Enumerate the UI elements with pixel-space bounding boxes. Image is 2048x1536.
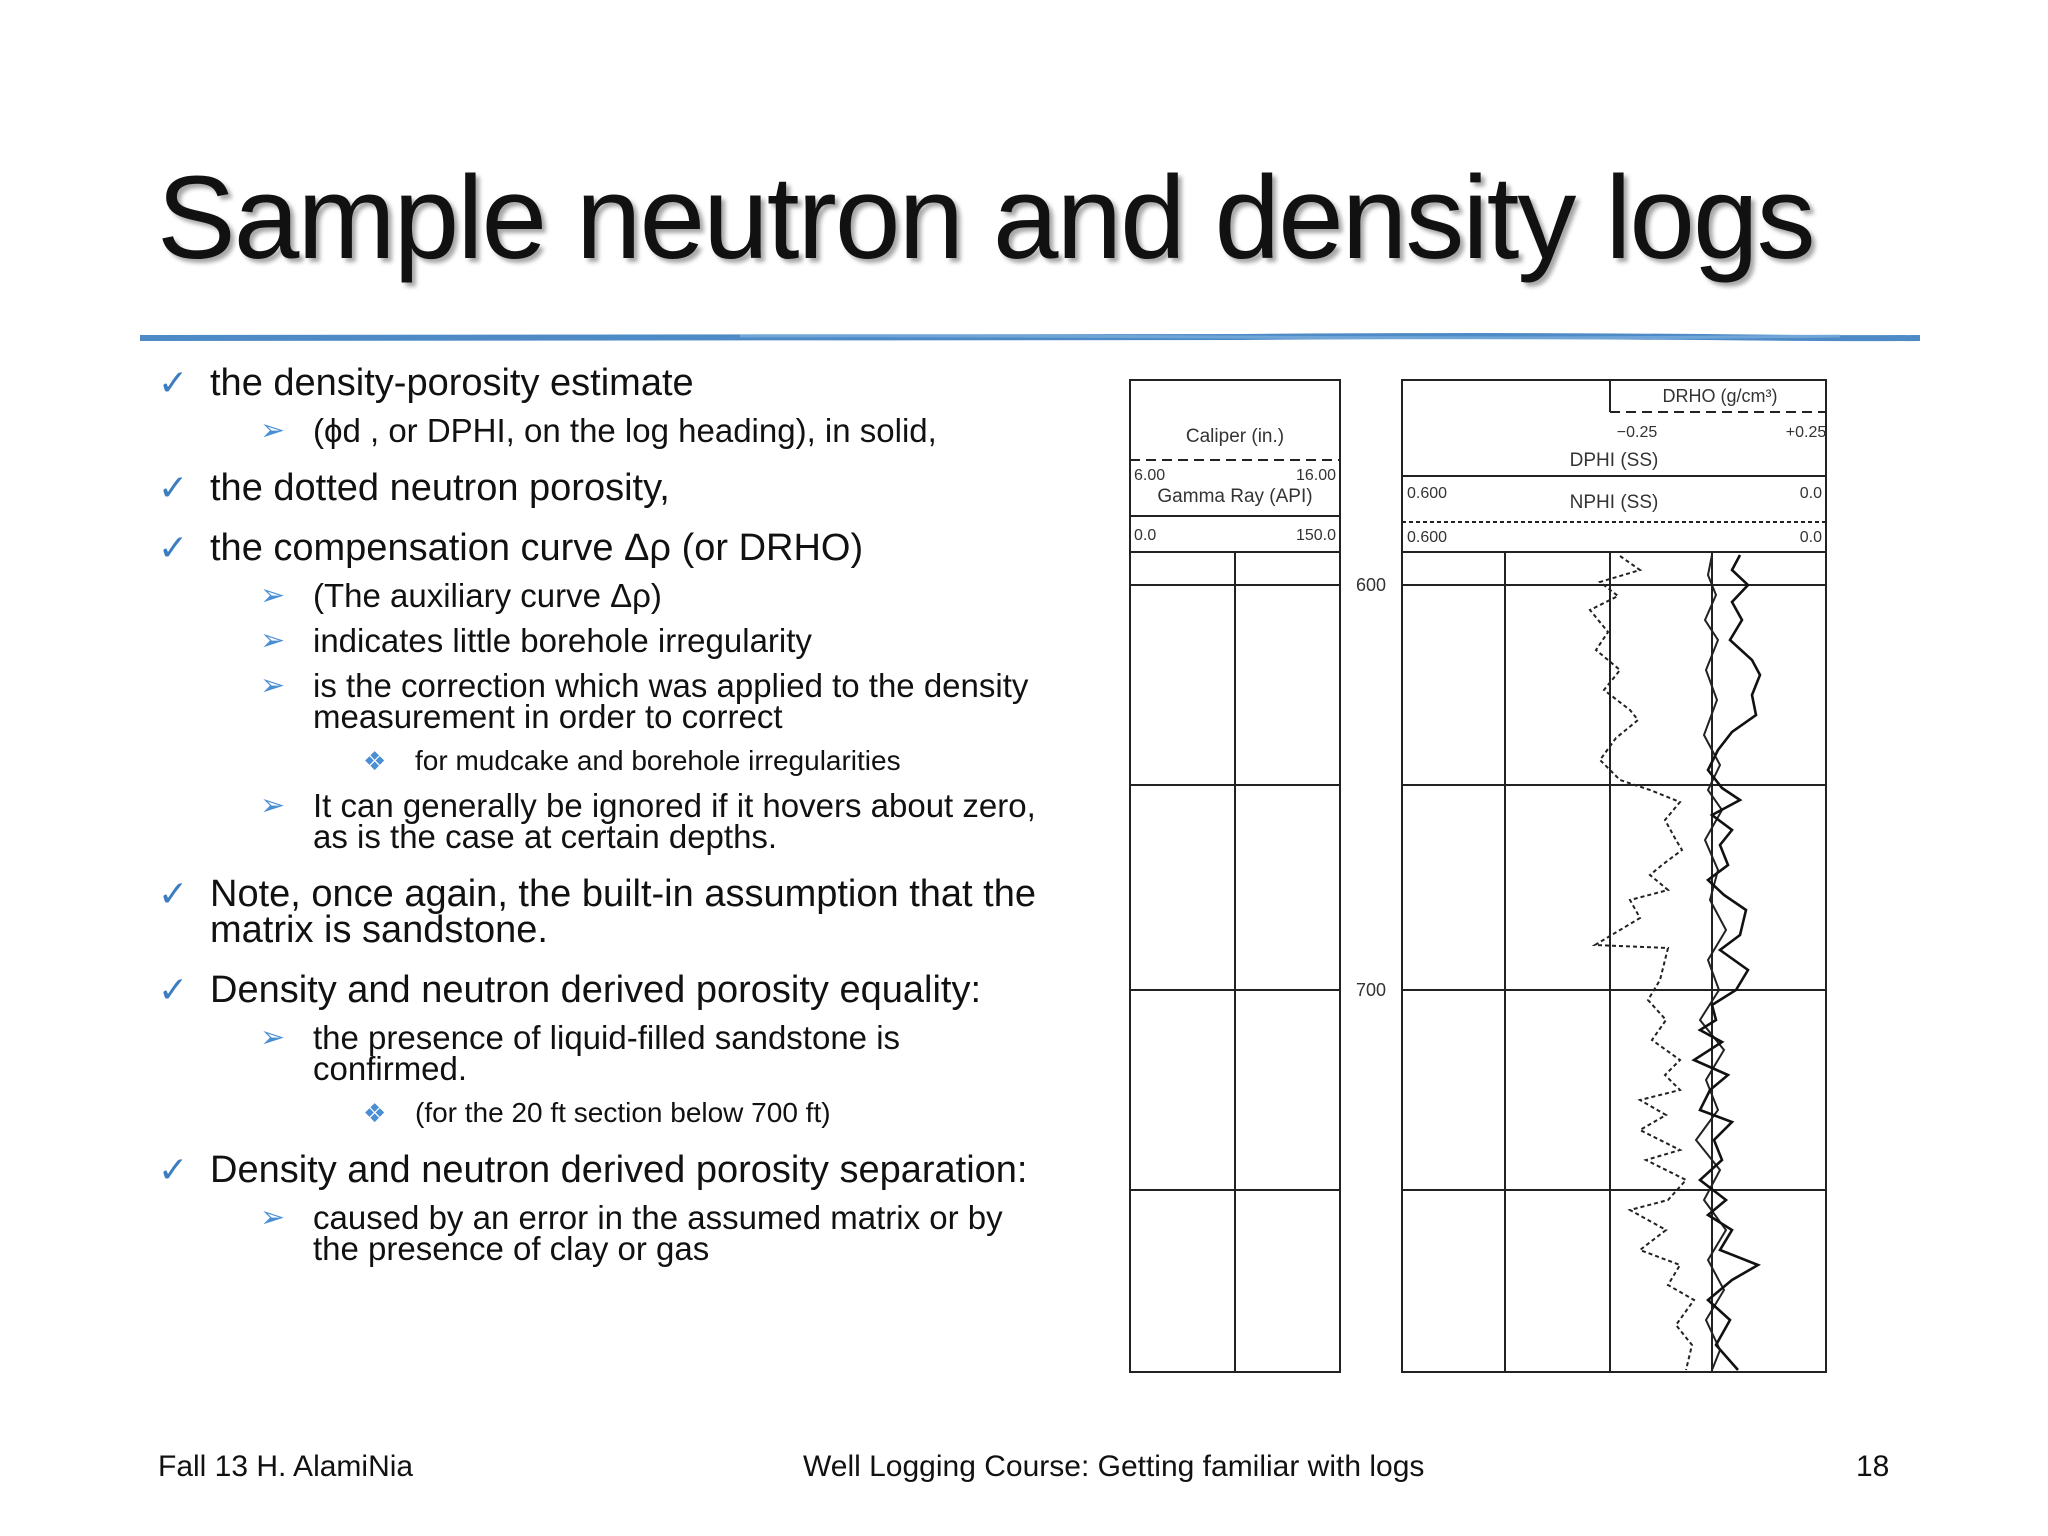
check-icon: ✓ <box>158 362 189 403</box>
caliper-max: 16.00 <box>1295 467 1336 484</box>
title-divider <box>140 330 1920 346</box>
dphi-right-scale: 0.0 <box>1799 485 1822 502</box>
footer-left: Fall 13 H. AlamiNia <box>158 1450 414 1483</box>
depth-label-700: 700 <box>1355 980 1387 1000</box>
nphi-left-scale: 0.600 <box>1407 529 1448 546</box>
check-icon: ✓ <box>158 467 189 508</box>
bullet-item: ❖ (for the 20 ft section below 700 ft) <box>363 1097 831 1128</box>
bullet-item: ➢ is the correction which was applied to the density measurement in order to correct <box>260 667 1029 735</box>
check-icon: ✓ <box>158 1149 189 1190</box>
bullet-item: ✓ Density and neutron derived porosity equality: <box>158 969 982 1011</box>
arrow-icon: ➢ <box>260 1021 286 1054</box>
bullet-list <box>150 362 1050 1278</box>
dphi-label: DPHI (SS) <box>1569 450 1659 471</box>
nphi-label: NPHI (SS) <box>1569 492 1659 513</box>
gamma-ray-min: 0.0 <box>1134 527 1157 544</box>
bullet-item: ➢ (ϕd , or DPHI, on the log heading), in solid, <box>260 412 937 449</box>
gamma-ray-label: Gamma Ray (API) <box>1157 486 1313 507</box>
arrow-icon: ➢ <box>260 1201 286 1234</box>
drho-max: +0.25 <box>1785 424 1827 441</box>
diamond-icon: ❖ <box>363 1098 387 1128</box>
arrow-icon: ➢ <box>260 789 286 822</box>
arrow-icon: ➢ <box>260 669 286 702</box>
drho-min: −0.25 <box>1616 424 1658 441</box>
arrow-icon: ➢ <box>260 624 286 657</box>
well-log-figure <box>1120 370 1840 1380</box>
depth-label-600: 600 <box>1355 575 1387 595</box>
bullet-item: ➢ indicates little borehole irregularity <box>260 622 812 659</box>
arrow-icon: ➢ <box>260 414 286 447</box>
gamma-ray-max: 150.0 <box>1295 527 1336 544</box>
bullet-item: ✓ the compensation curve Δρ (or DRHO) <box>158 527 864 569</box>
dphi-left-scale: 0.600 <box>1407 485 1448 502</box>
check-icon: ✓ <box>158 969 189 1010</box>
footer-center: Well Logging Course: Getting familiar with logs <box>803 1450 1425 1483</box>
dphi-curve <box>1694 555 1760 1370</box>
check-icon: ✓ <box>158 527 189 568</box>
nphi-curve <box>1590 556 1694 1370</box>
bullet-item: ✓ the density-porosity estimate <box>158 362 694 404</box>
bullet-item: ✓ the dotted neutron porosity, <box>158 467 670 509</box>
slide-title: Sample neutron and density logs <box>157 152 1814 284</box>
bullet-item: ➢ caused by an error in the assumed matrix or by the presence of clay or gas <box>260 1199 1003 1267</box>
bullet-item: ➢ (The auxiliary curve Δρ) <box>260 577 662 614</box>
nphi-right-scale: 0.0 <box>1799 529 1822 546</box>
arrow-icon: ➢ <box>260 579 286 612</box>
caliper-label: Caliper (in.) <box>1185 426 1285 447</box>
diamond-icon: ❖ <box>363 746 387 776</box>
bullet-item: ➢ the presence of liquid-filled sandstone is confirmed. <box>260 1019 901 1087</box>
bullet-item: ➢ It can generally be ignored if it hovers about zero, as is the case at certain depths. <box>260 787 1036 855</box>
drho-label: DRHO (g/cm³) <box>1662 386 1778 406</box>
bullet-item: ✓ Note, once again, the built-in assumption that the matrix is sandstone. <box>158 873 1036 951</box>
bullet-item: ✓ Density and neutron derived porosity separation: <box>158 1149 1028 1191</box>
caliper-min: 6.00 <box>1134 467 1166 484</box>
check-icon: ✓ <box>158 873 189 914</box>
bullet-item: ❖ for mudcake and borehole irregularities <box>363 745 901 776</box>
page-number: 18 <box>1856 1450 1890 1483</box>
